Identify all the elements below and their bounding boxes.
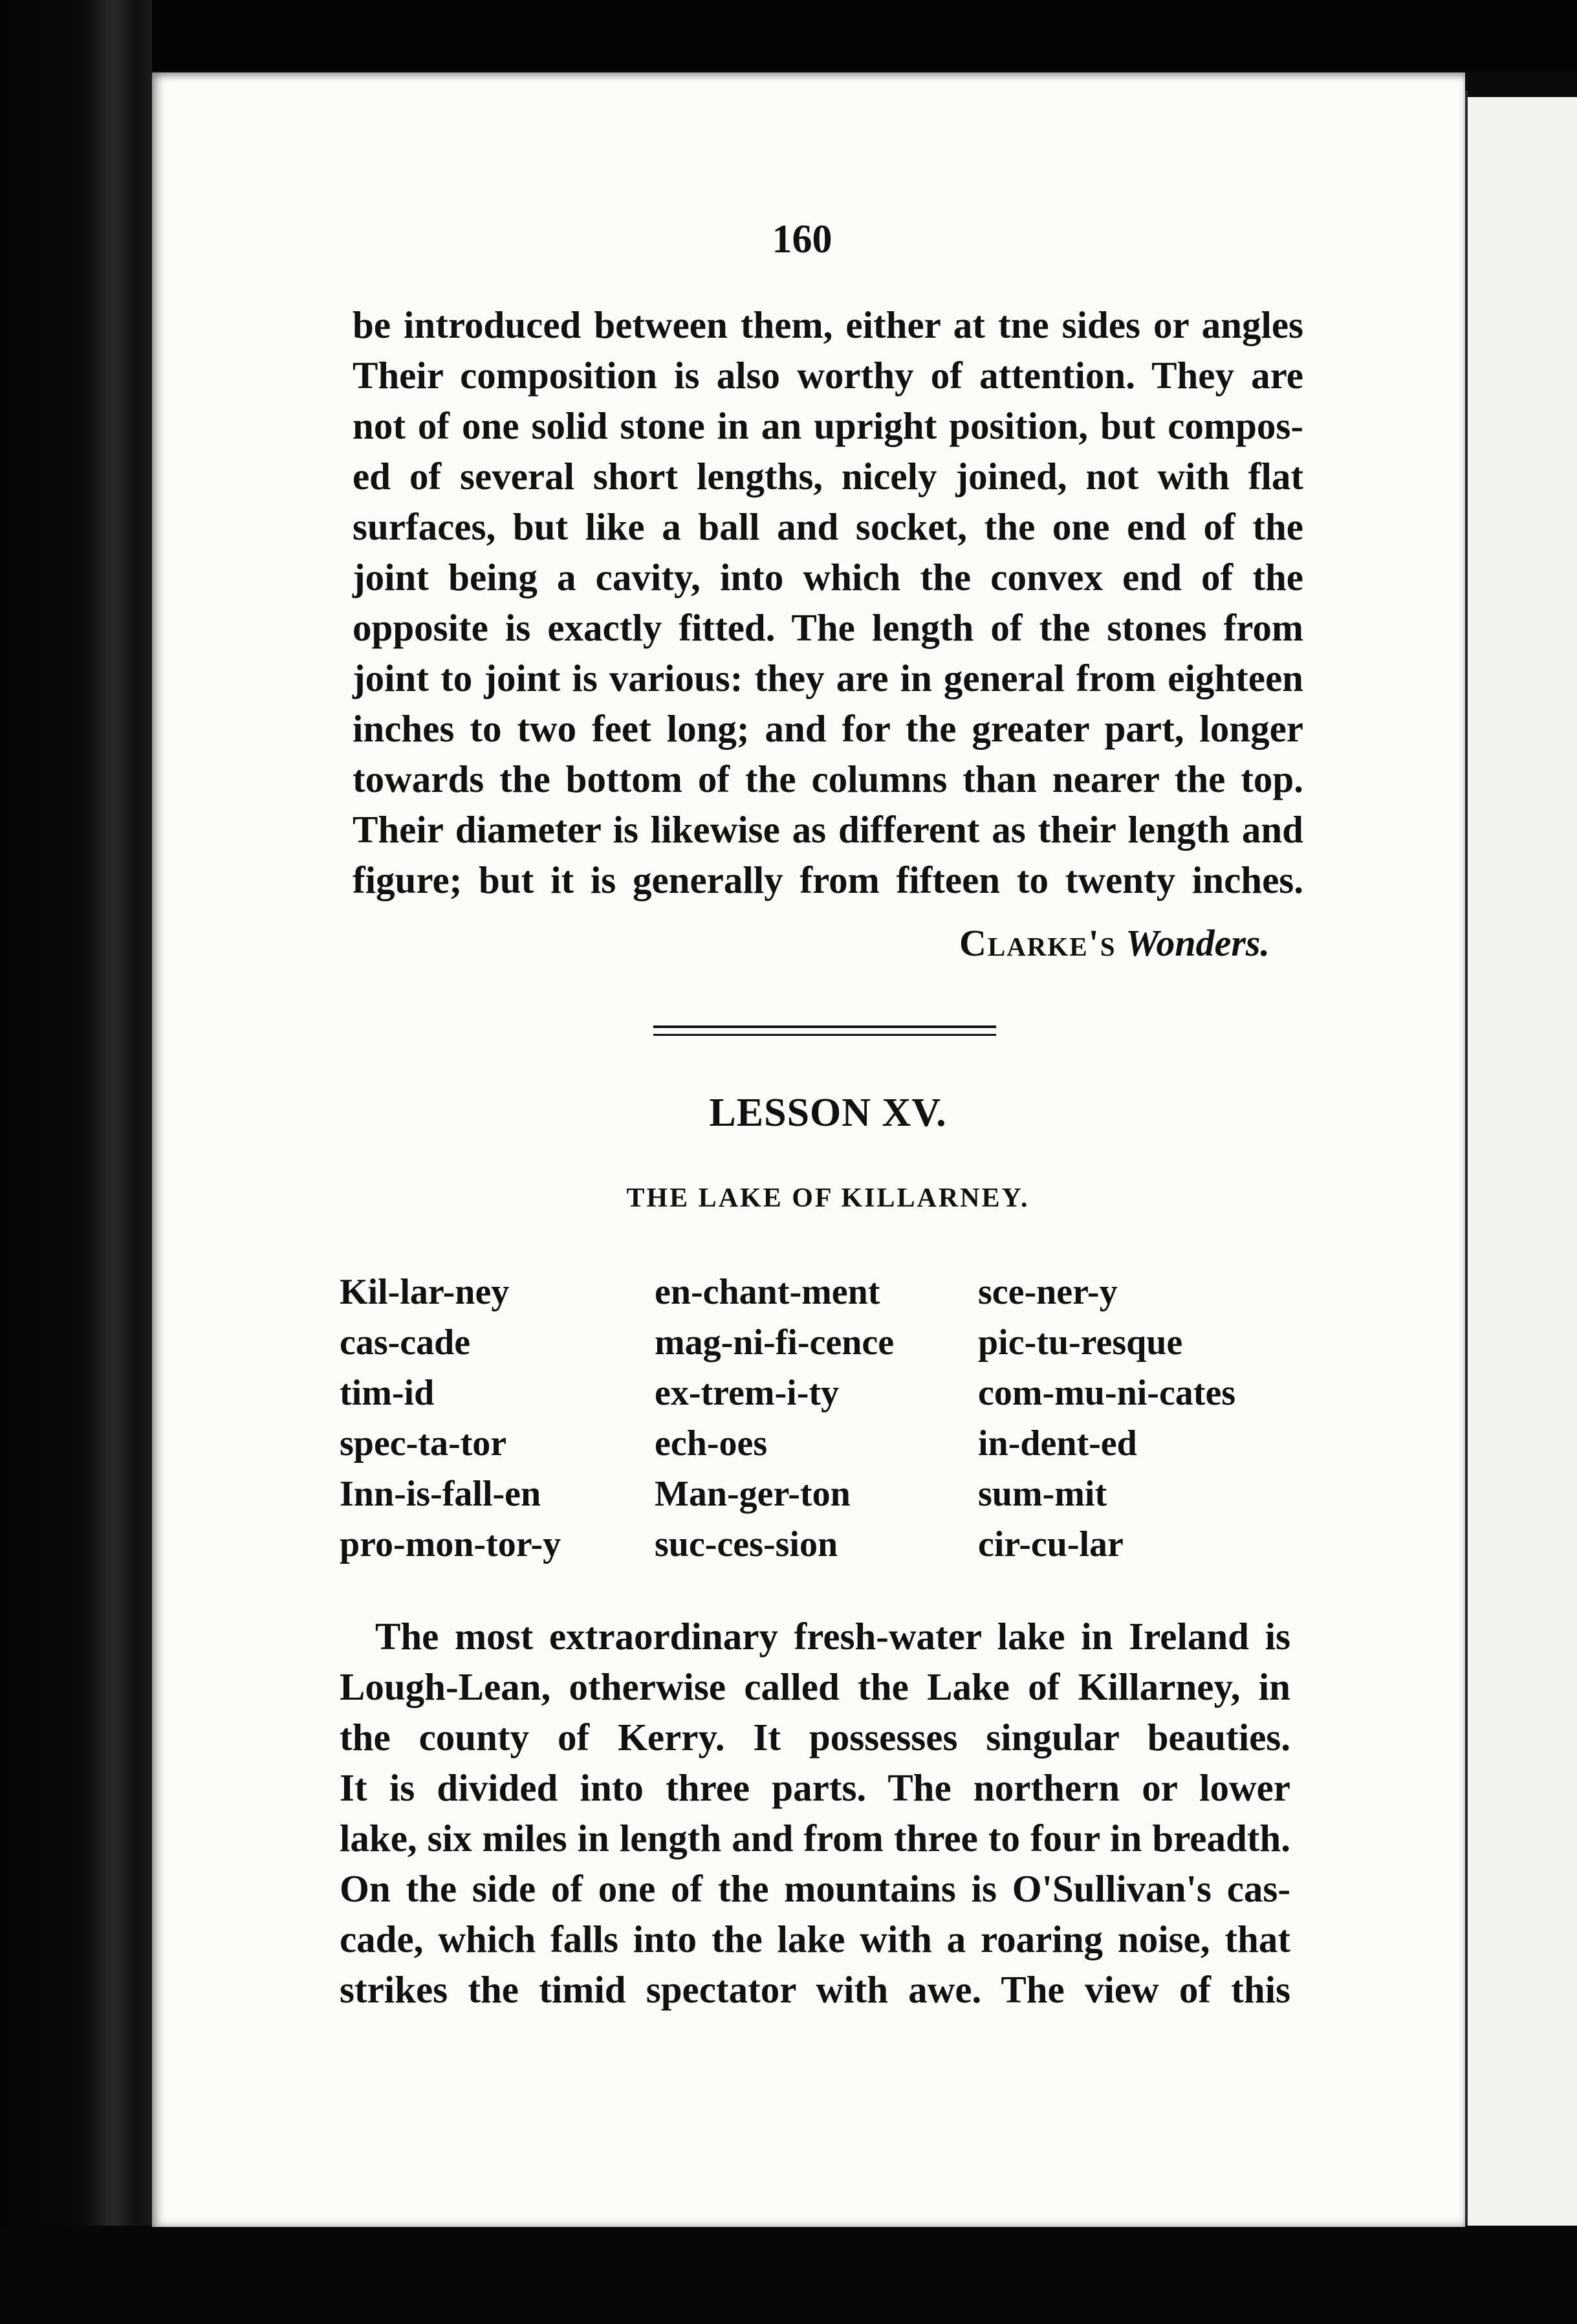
text-line: lake, six miles in length and from three to four in breadth.	[340, 1817, 1290, 1859]
scan-top-border	[0, 0, 1577, 71]
text-line: inches to two feet long; and for the greater part, longer	[353, 707, 1303, 750]
spelling-word: tim-id	[340, 1373, 435, 1413]
spelling-word: ex-trem-i-ty	[655, 1373, 840, 1413]
section-divider	[653, 1025, 996, 1036]
book-spine-edge	[0, 0, 152, 2324]
text-line: Their diameter is likewise as different as their length and	[353, 808, 1303, 851]
attribution	[959, 917, 1270, 969]
text-line: figure; but it is generally from fifteen to twenty inches.	[353, 859, 1303, 901]
spelling-word: Inn-is-fall-en	[340, 1474, 541, 1514]
text-line: Lough-Lean, otherwise called the Lake of Killarney, in	[340, 1665, 1290, 1708]
scan-bottom-border	[0, 2226, 1577, 2324]
spelling-word: ech-oes	[655, 1423, 768, 1463]
spelling-word: spec-ta-tor	[340, 1423, 507, 1463]
spelling-word: cir-cu-lar	[978, 1524, 1124, 1564]
lesson-subtitle: THE LAKE OF KILLARNEY.	[626, 1183, 1030, 1213]
text-line: towards the bottom of the columns than nearer the top.	[353, 758, 1303, 800]
attribution-author: Clarke's	[959, 922, 1116, 964]
spelling-word: mag-ni-fi-cence	[655, 1322, 895, 1363]
text-line: cade, which falls into the lake with a roaring noise, that	[340, 1918, 1290, 1960]
text-line: ed of several short lengths, nicely joined, not with flat	[353, 455, 1303, 498]
spelling-word: en-chant-ment	[655, 1272, 880, 1312]
text-line: not of one solid stone in an upright position, but compos-	[353, 404, 1303, 447]
spelling-word: pro-mon-tor-y	[340, 1524, 561, 1564]
spelling-word: sce-ner-y	[978, 1272, 1118, 1312]
page-number: 160	[772, 217, 832, 261]
adjacent-page-edge	[1467, 97, 1577, 2232]
text-line: Their composition is also worthy of attention. They are	[353, 354, 1303, 397]
spelling-word: com-mu-ni-cates	[978, 1373, 1236, 1413]
spelling-word: Kil-lar-ney	[340, 1272, 510, 1312]
text-line: The most extraordinary fresh-water lake in Ireland is	[375, 1615, 1290, 1658]
text-line: be introduced between them, either at tne sides or angles	[353, 303, 1303, 346]
spelling-word: cas-cade	[340, 1322, 471, 1363]
spelling-word: suc-ces-sion	[655, 1524, 838, 1564]
spelling-word: pic-tu-resque	[978, 1322, 1183, 1363]
spelling-word: Man-ger-ton	[655, 1474, 851, 1514]
attribution-work: Wonders.	[1126, 922, 1270, 964]
lesson-title: LESSON XV.	[709, 1091, 947, 1135]
text-line: strikes the timid spectator with awe. The view of this	[340, 1968, 1290, 2011]
text-line: surfaces, but like a ball and socket, the one end of the	[353, 505, 1303, 548]
text-line: joint to joint is various: they are in general from eighteen	[353, 657, 1303, 699]
spelling-word: in-dent-ed	[978, 1423, 1137, 1463]
text-line: the county of Kerry. It possesses singular beauties.	[340, 1716, 1290, 1759]
spelling-word: sum-mit	[978, 1474, 1107, 1514]
text-line: joint being a cavity, into which the convex end of the	[353, 556, 1303, 598]
text-line: It is divided into three parts. The northern or lower	[340, 1766, 1290, 1809]
text-line: opposite is exactly fitted. The length of the stones from	[353, 606, 1303, 649]
text-line: On the side of one of the mountains is O'Sullivan's cas-	[340, 1867, 1290, 1910]
